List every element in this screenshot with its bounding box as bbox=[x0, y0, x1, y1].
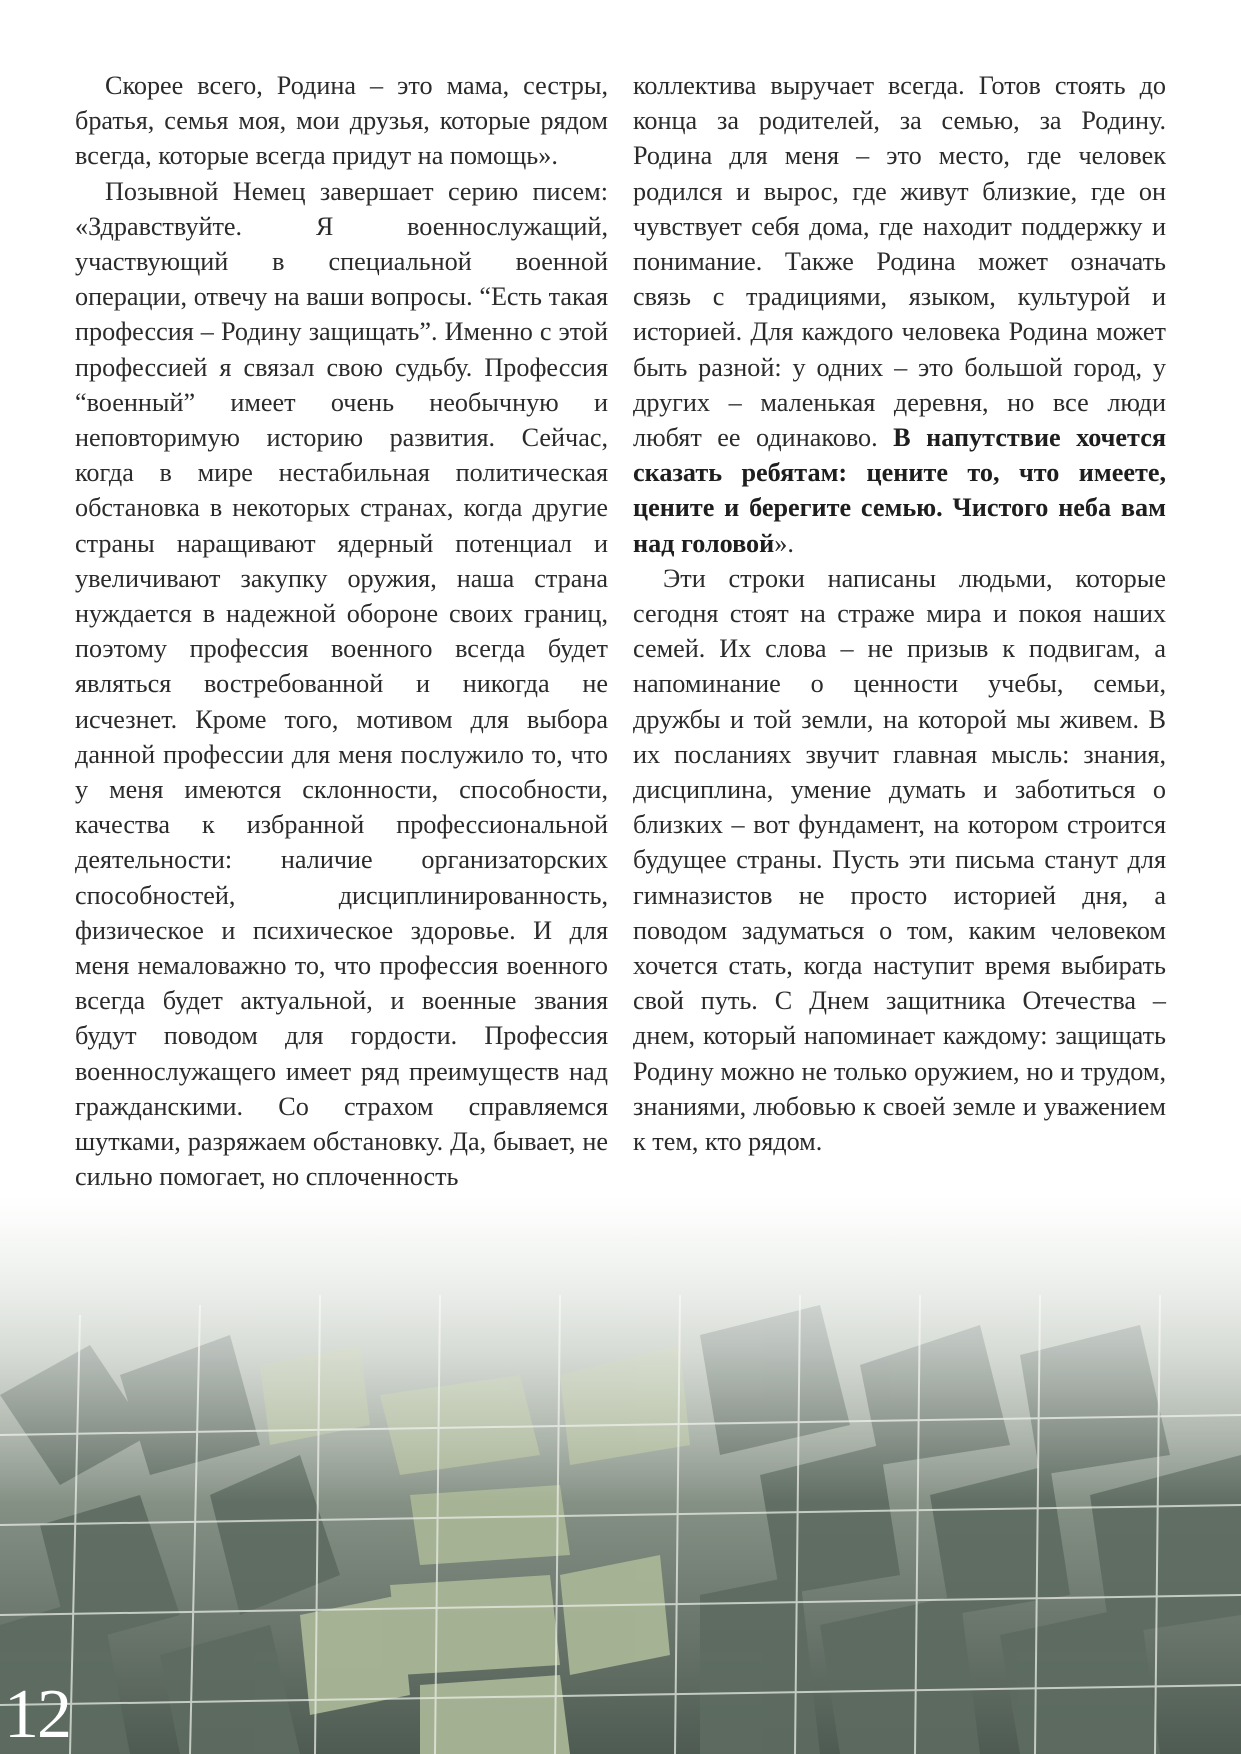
right-paragraph-1-end: ». bbox=[774, 528, 794, 558]
camouflage-net-image bbox=[0, 1195, 1241, 1754]
left-paragraph-1: Скорее всего, Родина – это мама, сестры, братья, семья моя, мои друзья, которые рядом всегда, которые всегда придут на помощь». bbox=[75, 71, 608, 171]
left-text-column bbox=[75, 68, 608, 1195]
right-text-column bbox=[633, 68, 1166, 1159]
bold-advice-text: В напутствие хочется сказать ребятам: цените то, что имеете, цените и берегите семью. Чистого неба вам над головой bbox=[633, 423, 1167, 558]
right-paragraph-1 bbox=[633, 68, 1166, 561]
page-number: 12 bbox=[4, 1676, 70, 1753]
right-paragraph-2: Эти строки написаны людьми, которые сегодня стоят на страже мира и покоя наших семей. Их слова – не призыв к подвигам, а напоминание о ценности учебы, семьи, дружбы и той земли, на которой мы живем. В их посланиях звучит главная мысль: знания, дисциплина, умение думать и заботиться о близких – вот фундамент, на котором строится будущее страны. Пусть эти письма станут для гимназистов не просто историей дня, а поводом задуматься о том, каким человеком хочется стать, когда наступит время выбирать свой путь. С Днем защитника Отечества – днем, который напоминает каждому: защищать Родину можно не только оружием, но и трудом, знаниями, любовью к своей земле и уважением к тем, кто рядом. bbox=[633, 563, 1166, 1157]
left-paragraph-2: Позывной Немец завершает серию писем: «Здравствуйте. Я военнослужащий, участвующий в специальной военной операции, отвечу на ваши вопросы. “Есть такая профессия – Родину защищать”. Именно с этой профессией я связал свою судьбу. Профессия “военный” имеет очень необычную и неповторимую историю развития. Сейчас, когда в мире нестабильная политическая обстановка в некоторых странах, когда другие страны наращивают ядерный потенциал и увеличивают закупку оружия, наша страна нуждается в надежной обороне своих границ, поэтому профессия военного всегда будет являться востребованной и никогда не исчезнет. Кроме того, мотивом для выбора данной профессии для меня послужило то, что у меня имеются склонности, способности, качества к избранной профессиональной деятельности: наличие организаторских способностей, дисциплинированность, физическое и психическое здоровье. И для меня немаловажно то, что профессия военного всегда будет актуальной, и военные звания будут поводом для гордости. Профессия военнослужащего имеет ряд преимуществ над гражданскими. Со страхом справляемся шутками, разряжаем обстановку. Да, бывает, не сильно помогает, но сплоченность bbox=[75, 176, 608, 1192]
right-paragraph-1-text: коллектива выручает всегда. Готов стоять до конца за родителей, за семью, за Родину. Родина для меня – это место, где человек родился и вырос, где живут близкие, где он чувствует себя дома, где находит поддержку и понимание. Также Родина может означать связь с традициями, языком, культурой и историей. Для каждого человека Родина может быть разной: у одних – это большой город, у других – маленькая деревня, но все люди любят ее одинаково. bbox=[633, 71, 1166, 453]
